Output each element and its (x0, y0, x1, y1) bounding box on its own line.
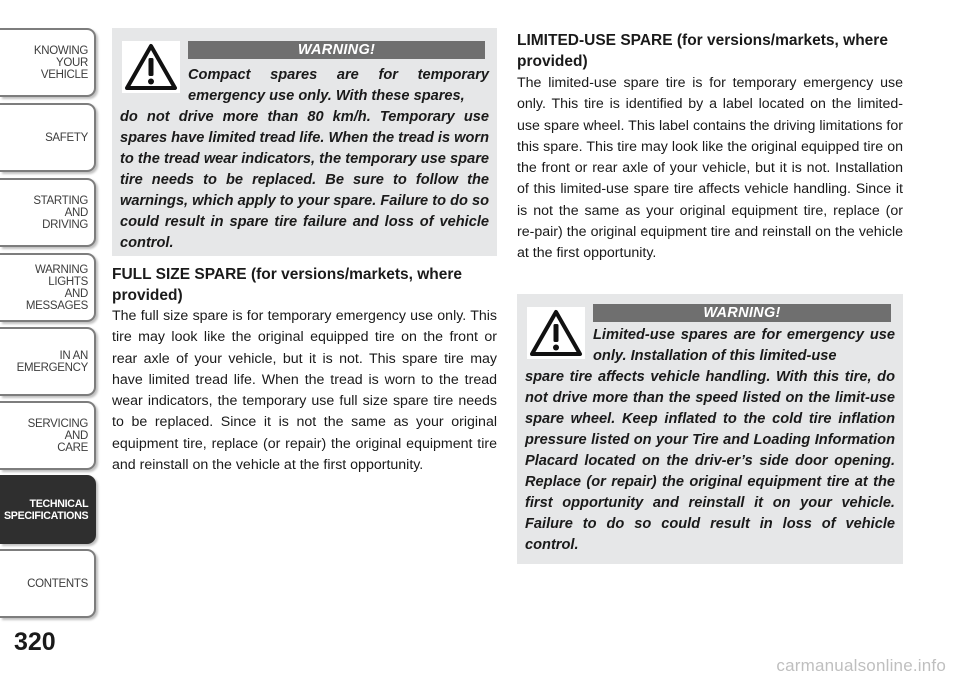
warning-body: do not drive more than 80 km/h. Temporary use spares have limited tread life. When the tread is worn to the tread wear indicators, the temporary use spare tire needs to be replaced. Be sure to follow the warnings, which apply to your spare. Failure to do so could result in spare tire failure and loss of vehicle control. (120, 109, 489, 251)
warning-intro: Compact spares are for temporary emergency use only. With these spares, (188, 67, 489, 104)
tab-warning-lights-and-messages[interactable] (0, 253, 96, 322)
limited-use-spare-paragraph: The limited-use spare tire is for temporary emergency use only. This tire is identified by a label located on the limited-use spare wheel. This label contains the driving limitations for this spare. This tire may look like the original equipped tire on the front or rear axle of your vehicle, but it is not. Installation of this limited-use spare tire affects vehicle handling. Since it is not the same as your original equipment tire, replace (or re-pair) the original equipment tire and reinstall on the vehicle at the first opportunity. (517, 75, 903, 262)
tab-safety[interactable] (0, 103, 96, 172)
warning-title: WARNING! (593, 304, 891, 322)
heading-qualifier: (for versions/markets, where provided) (112, 266, 463, 304)
tab-label: IN AN EMERGENCY (16, 349, 88, 374)
tab-label: STARTING AND DRIVING (33, 194, 88, 231)
tab-label: SAFETY (45, 131, 88, 144)
page-number: 320 (14, 628, 56, 656)
tab-servicing-and-care[interactable] (0, 401, 96, 470)
tab-label: TECHNICAL SPECIFICATIONS (3, 497, 89, 522)
warning-triangle-icon (527, 307, 585, 359)
heading-bold: FULL SIZE SPARE (112, 266, 247, 283)
warning-body: spare tire affects vehicle handling. With this tire, do not drive more than the speed listed on the limit-use spare wheel. Keep inflated to the cold tire inflation pressure listed on your Tire and Loading Information Placard located on the driv-er’s side door opening. Replace (or repair) the original equipment tire at the first opportunity and reinstall it on your vehicle. Failure to do so could result in loss of vehicle control. (525, 369, 895, 553)
full-size-spare-paragraph: The full size spare is for temporary emergency use only. This tire may look like the original equipped tire on the front or rear axle of your vehicle, but it is not. This spare tire may have limited tread life. When the tread is worn to the tread wear indicators, the temporary use full size spare tire needs to be replaced. Since it is not the same as your original equipment tire, replace (or repair) the original equipment tire and reinstall on the vehicle at the first opportunity. (112, 308, 497, 474)
tab-technical-specifications[interactable] (0, 475, 96, 544)
full-size-spare-heading (112, 264, 497, 306)
tab-label: CONTENTS (27, 577, 88, 590)
tab-knowing-your-vehicle[interactable] (0, 28, 96, 97)
tab-in-an-emergency[interactable] (0, 327, 96, 396)
tab-starting-and-driving[interactable] (0, 178, 96, 247)
watermark: carmanualsonline.info (776, 656, 946, 675)
tab-label: KNOWING YOUR VEHICLE (33, 44, 88, 81)
warning-triangle-icon (122, 41, 180, 93)
warning-title: WARNING! (188, 41, 485, 59)
limited-use-spare-warning-box (517, 294, 903, 564)
tab-label: SERVICING AND CARE (27, 417, 88, 454)
limited-use-spare-heading: LIMITED-USE SPARE (for versions/markets, where provided) (517, 32, 888, 70)
compact-spare-warning-box (112, 28, 497, 256)
warning-intro: Limited-use spares are for emergency use only. Installation of this limited-use (593, 327, 895, 364)
tab-contents[interactable] (0, 549, 96, 618)
tab-label: WARNING LIGHTS AND MESSAGES (25, 263, 88, 312)
